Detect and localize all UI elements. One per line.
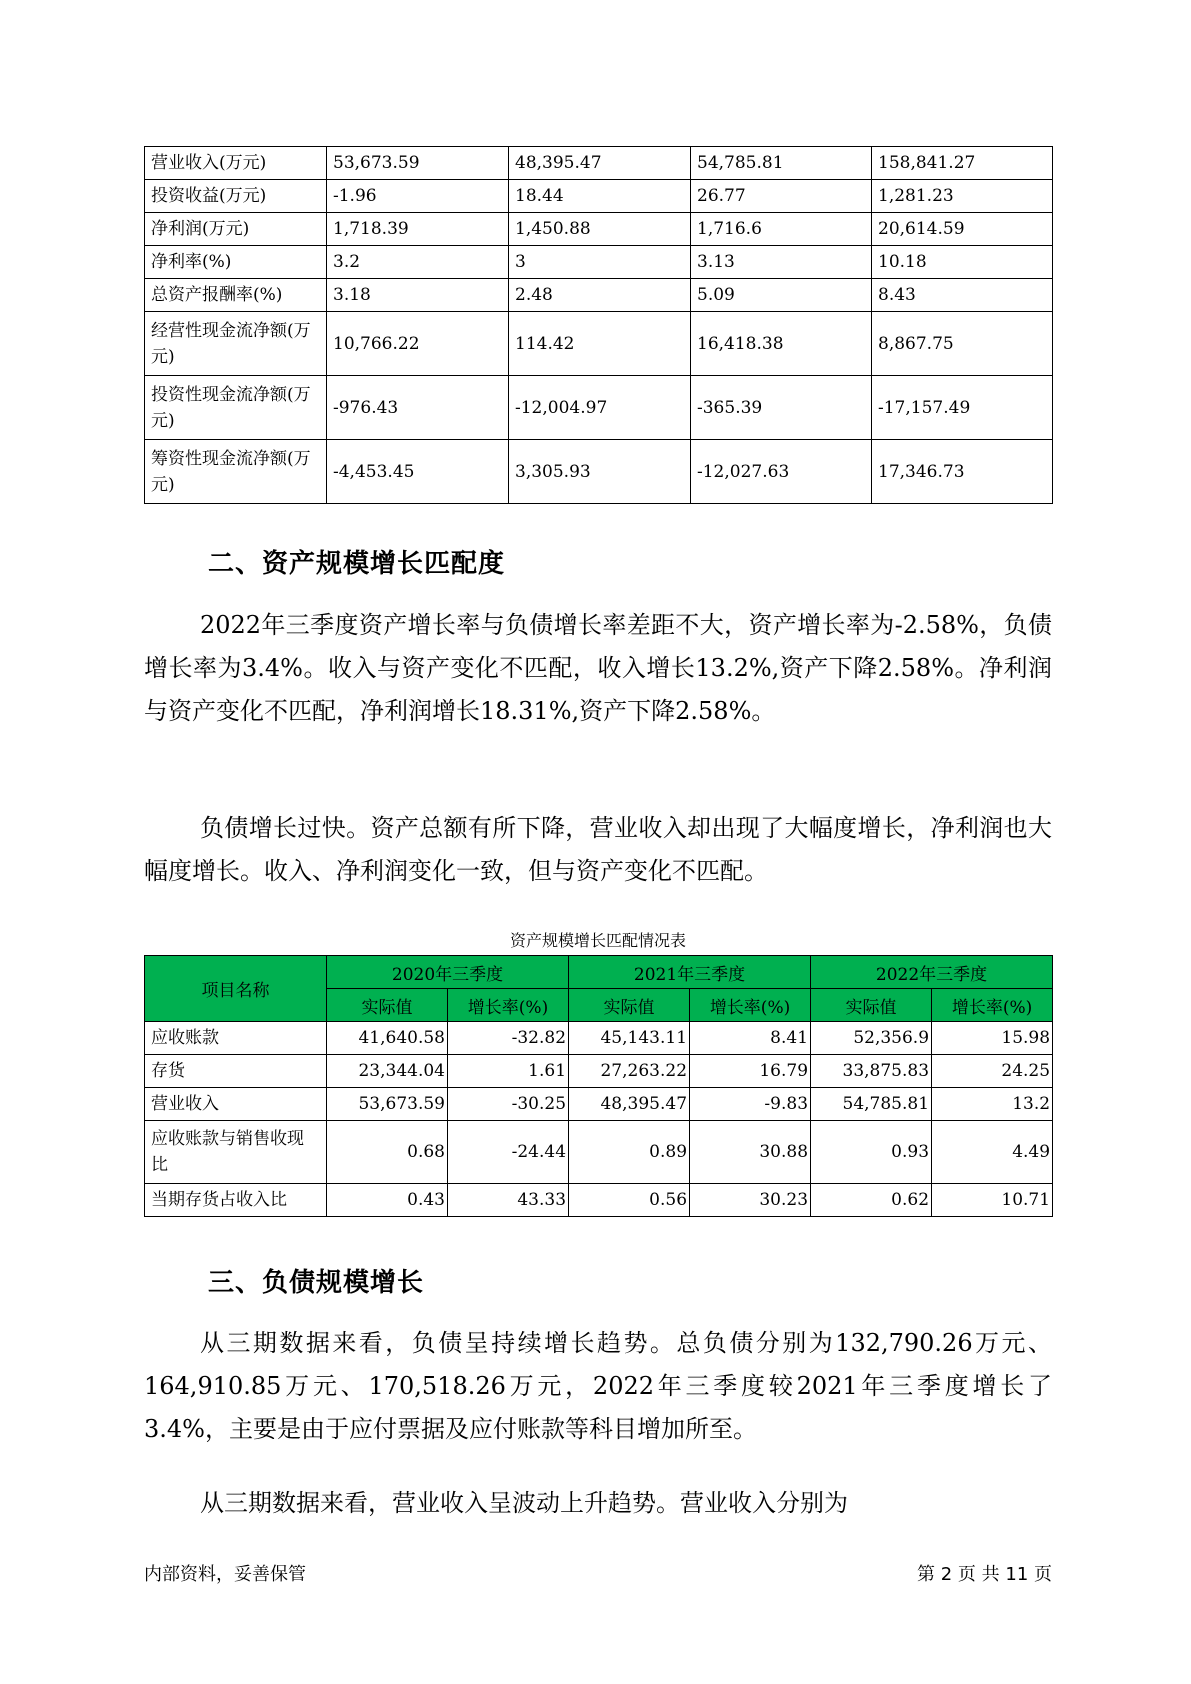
table-row [145,376,1053,440]
paragraph: 2022年三季度资产增长率与负债增长率差距不大，资产增长率为-2.58%，负债增长率为3.4%。收入与资产变化不匹配，收入增长13.2%,资产下降2.58%。净利润与资产变化不匹配，净利润增长18.31%,资产下降2.58%。 [144,611,1052,725]
column-header: 实际值 [569,989,690,1022]
table-cell: 53,673.59 [327,147,509,180]
table-cell: -12,004.97 [509,376,691,440]
table-cell: -1.96 [327,180,509,213]
row-label: 筹资性现金流净额(万元) [145,440,327,504]
table-row [145,312,1053,376]
table-cell: 1,281.23 [872,180,1053,213]
table-cell: 54,785.81 [811,1088,932,1121]
column-header: 2022年三季度 [811,956,1053,989]
table-cell: 23,344.04 [327,1055,448,1088]
row-label: 应收账款 [145,1022,327,1055]
table-cell: 0.43 [327,1184,448,1217]
table-cell: 13.2 [932,1088,1053,1121]
table-row [145,180,1053,213]
section-heading: 三、负债规模增长 [208,1268,425,1298]
column-header: 增长率(%) [690,989,811,1022]
table-cell: 1.61 [448,1055,569,1088]
table-caption: 资产规模增长匹配情况表 [509,931,686,950]
table-cell: 17,346.73 [872,440,1053,504]
table-cell: 41,640.58 [327,1022,448,1055]
row-label: 应收账款与销售收现比 [145,1121,327,1184]
table-cell: -12,027.63 [691,440,872,504]
financial-summary-table [144,146,1053,504]
table-cell: -9.83 [690,1088,811,1121]
paragraph: 从三期数据来看，负债呈持续增长趋势。总负债分别为132,790.26万元、164,910.85万元、170,518.26万元，2022年三季度较2021年三季度增长了3.4%，主要是由于应付票据及应付账款等科目增加所至。 [144,1329,1052,1443]
table-cell: 1,718.39 [327,213,509,246]
row-label: 营业收入 [145,1088,327,1121]
column-header: 实际值 [811,989,932,1022]
table-row [145,246,1053,279]
table-row [145,213,1053,246]
row-label: 营业收入(万元) [145,147,327,180]
table-cell: 8,867.75 [872,312,1053,376]
table-cell: 3.2 [327,246,509,279]
table-cell: 30.23 [690,1184,811,1217]
table-cell: 1,450.88 [509,213,691,246]
column-header: 增长率(%) [932,989,1053,1022]
table-cell: 52,356.9 [811,1022,932,1055]
table-cell: 15.98 [932,1022,1053,1055]
table-cell: 3.13 [691,246,872,279]
row-label: 投资收益(万元) [145,180,327,213]
table-cell: 10,766.22 [327,312,509,376]
row-label: 净利润(万元) [145,213,327,246]
section-heading: 二、资产规模增长匹配度 [208,549,506,579]
row-label: 当期存货占收入比 [145,1184,327,1217]
table-cell: 48,395.47 [509,147,691,180]
table-cell: 27,263.22 [569,1055,690,1088]
table-cell: 0.62 [811,1184,932,1217]
table-row [145,440,1053,504]
table-row [145,1055,1053,1088]
table-cell: 16.79 [690,1055,811,1088]
table-cell: 0.68 [327,1121,448,1184]
paragraph: 从三期数据来看，营业收入呈波动上升趋势。营业收入分别为 [200,1489,848,1517]
table-cell: 24.25 [932,1055,1053,1088]
table-cell: -17,157.49 [872,376,1053,440]
row-label: 总资产报酬率(%) [145,279,327,312]
table-cell: 10.71 [932,1184,1053,1217]
table-row [145,279,1053,312]
column-header: 2020年三季度 [327,956,569,989]
table-cell: -976.43 [327,376,509,440]
row-label: 经营性现金流净额(万元) [145,312,327,376]
table-cell: 114.42 [509,312,691,376]
table-cell: 26.77 [691,180,872,213]
asset-growth-table [144,955,1053,1217]
table-cell: 4.49 [932,1121,1053,1184]
table-cell: 20,614.59 [872,213,1053,246]
row-label: 净利率(%) [145,246,327,279]
table-cell: 54,785.81 [691,147,872,180]
table-cell: -24.44 [448,1121,569,1184]
table-cell: -4,453.45 [327,440,509,504]
table-cell: -32.82 [448,1022,569,1055]
row-label: 投资性现金流净额(万元) [145,376,327,440]
table-cell: 30.88 [690,1121,811,1184]
table-cell: 53,673.59 [327,1088,448,1121]
table-row [145,1184,1053,1217]
table-cell: 10.18 [872,246,1053,279]
table-cell: 5.09 [691,279,872,312]
table-cell: 43.33 [448,1184,569,1217]
table-cell: 0.56 [569,1184,690,1217]
table-row [145,1121,1053,1184]
table-cell: 8.43 [872,279,1053,312]
page-number: 第 2 页 共 11 页 [917,1564,1052,1585]
paragraph: 负债增长过快。资产总额有所下降，营业收入却出现了大幅度增长，净利润也大幅度增长。收入、净利润变化一致，但与资产变化不匹配。 [144,814,1052,885]
table-row [145,1022,1053,1055]
table-cell: 3.18 [327,279,509,312]
table-cell: 48,395.47 [569,1088,690,1121]
table-cell: 8.41 [690,1022,811,1055]
column-header: 实际值 [327,989,448,1022]
column-header: 2021年三季度 [569,956,811,989]
table-cell: -365.39 [691,376,872,440]
table-cell: 1,716.6 [691,213,872,246]
table-cell: 0.89 [569,1121,690,1184]
table-cell: 18.44 [509,180,691,213]
table-cell: -30.25 [448,1088,569,1121]
column-header: 增长率(%) [448,989,569,1022]
table-cell: 3,305.93 [509,440,691,504]
table-cell: 45,143.11 [569,1022,690,1055]
table-cell: 0.93 [811,1121,932,1184]
table-cell: 158,841.27 [872,147,1053,180]
column-header: 项目名称 [145,956,327,1022]
table-cell: 16,418.38 [691,312,872,376]
table-header-row [145,956,1053,989]
table-cell: 33,875.83 [811,1055,932,1088]
table-cell: 3 [509,246,691,279]
row-label: 存货 [145,1055,327,1088]
footer-note: 内部资料，妥善保管 [144,1564,306,1585]
table-row [145,147,1053,180]
table-row [145,1088,1053,1121]
table-cell: 2.48 [509,279,691,312]
